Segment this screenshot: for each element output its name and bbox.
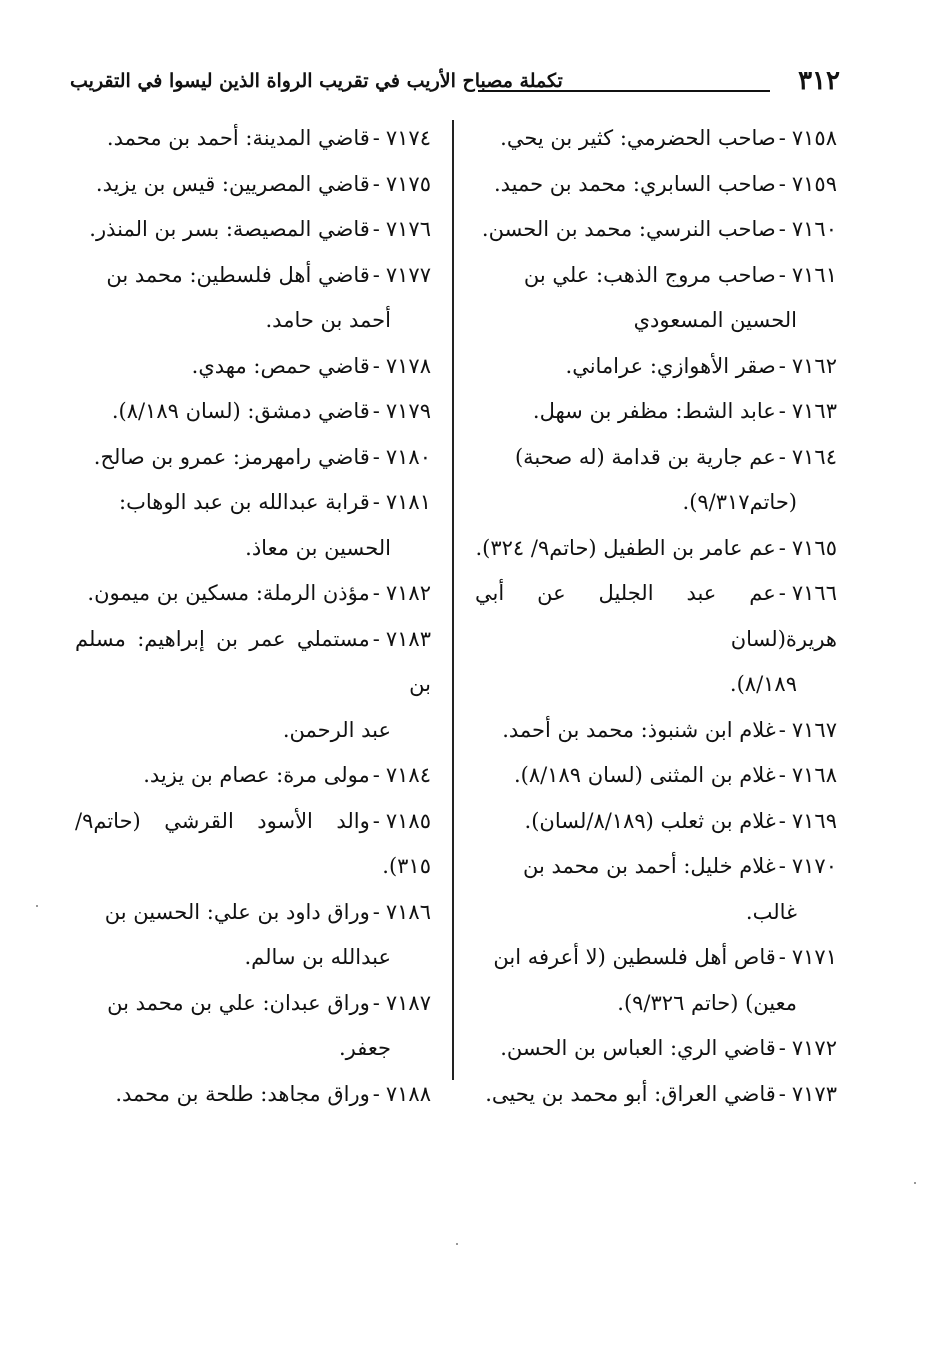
entry-dash: - bbox=[778, 1081, 786, 1106]
entry bbox=[475, 753, 837, 799]
entry-text: وراق مجاهد: طلحة بن محمد. bbox=[115, 1081, 370, 1106]
entry bbox=[75, 162, 431, 208]
entry bbox=[475, 1026, 837, 1072]
entry-dash: - bbox=[372, 626, 380, 651]
page-header bbox=[70, 66, 840, 106]
entry bbox=[475, 799, 837, 845]
entry-text: غلام بن ثعلب (٨/١٨٩/لسان). bbox=[524, 808, 776, 833]
entry bbox=[75, 253, 431, 344]
entry-number: ٧١٦٤ bbox=[791, 444, 837, 469]
entry-dash: - bbox=[778, 808, 786, 833]
entry bbox=[75, 116, 431, 162]
entry-number: ٧١٧٩ bbox=[385, 399, 431, 423]
entry-dash: - bbox=[372, 217, 380, 241]
entry-number: ٧١٧٤ bbox=[385, 126, 431, 150]
entry-dash: - bbox=[778, 1036, 786, 1060]
entry-text: قاضي المدينة: أحمد بن محمد. bbox=[106, 126, 370, 150]
entry-text: قاضي رامهرمز: عمرو بن صالح. bbox=[93, 444, 370, 469]
right-column bbox=[475, 116, 837, 1117]
entry-dash: - bbox=[372, 171, 380, 196]
entry-text: قاص أهل فلسطين (لا أعرفه ابن bbox=[493, 945, 776, 969]
entry bbox=[75, 571, 431, 617]
entry-text: قاضي حمص: مهدي. bbox=[191, 353, 370, 378]
entry-continuation: الحسين بن معاذ. bbox=[245, 535, 391, 560]
entry-text: قاضي المصيصة: بسر بن المنذر. bbox=[89, 217, 370, 241]
entry-dash: - bbox=[372, 990, 380, 1015]
entry bbox=[475, 116, 837, 162]
column-divider bbox=[452, 120, 454, 1080]
entry-dash: - bbox=[372, 808, 380, 833]
entry-number: ٧١٦٩ bbox=[791, 808, 837, 833]
entry-number: ٧١٧٠ bbox=[791, 854, 837, 878]
entry-dash: - bbox=[778, 262, 786, 287]
entry-dash: - bbox=[372, 444, 380, 469]
entry-dash: - bbox=[778, 126, 786, 150]
entry-text: قاضي العراق: أبو محمد بن يحيى. bbox=[485, 1081, 776, 1106]
entry-dash: - bbox=[372, 399, 380, 423]
entry-number: ٧١٧٢ bbox=[791, 1036, 837, 1060]
entry-dash: - bbox=[778, 581, 786, 605]
entry-continuation: غالب. bbox=[745, 899, 797, 924]
entry bbox=[475, 253, 837, 344]
entry bbox=[75, 389, 431, 435]
entry-text: غلام ابن شنبوذ: محمد بن أحمد. bbox=[502, 717, 776, 742]
entry-number: ٧١٨٢ bbox=[385, 581, 431, 605]
entry-number: ٧١٦٢ bbox=[791, 353, 837, 378]
entry-continuation: جعفر. bbox=[339, 1036, 391, 1060]
entry-dash: - bbox=[372, 1081, 380, 1106]
entry-number: ٧١٧٣ bbox=[791, 1081, 837, 1106]
entry-number: ٧١٨١ bbox=[385, 490, 431, 514]
entry bbox=[475, 708, 837, 754]
entry-text: مؤذن الرملة: مسكين بن ميمون. bbox=[87, 581, 370, 605]
entry-text: مولى مرة: عصام بن يزيد. bbox=[143, 763, 370, 787]
entry bbox=[475, 207, 837, 253]
entry bbox=[75, 344, 431, 390]
entry-continuation: أحمد بن حامد. bbox=[265, 308, 391, 332]
entry-number: ٧١٧٧ bbox=[385, 262, 431, 287]
entry bbox=[75, 435, 431, 481]
entry-text: صاحب السابري: محمد بن حميد. bbox=[493, 171, 776, 196]
entry-number: ٧١٥٩ bbox=[791, 171, 837, 196]
entry-number: ٧١٨٦ bbox=[385, 899, 431, 924]
entry-text: وراق عبدان: علي بن محمد بن bbox=[107, 990, 370, 1015]
entry-text: قاضي أهل فلسطين: محمد بن bbox=[106, 262, 370, 287]
entry-dash: - bbox=[778, 353, 786, 378]
entry-dash: - bbox=[778, 945, 786, 969]
entry-dash: - bbox=[372, 126, 380, 150]
entry bbox=[75, 480, 431, 571]
entry-continuation: (حاتم٩/٣١٧). bbox=[682, 490, 797, 514]
entry-number: ٧١٧٥ bbox=[385, 171, 431, 196]
entry-dash: - bbox=[778, 717, 786, 742]
entry-text: عم عامر بن الطفيل (حاتم٩/ ٣٢٤). bbox=[475, 535, 776, 560]
entry-number: ٧١٦٣ bbox=[791, 399, 837, 423]
entry bbox=[475, 526, 837, 572]
entry-dash: - bbox=[778, 444, 786, 469]
entry bbox=[475, 935, 837, 1026]
entry-continuation: ٨/١٨٩). bbox=[729, 672, 797, 696]
entry-text: غلام خليل: أحمد بن محمد بن bbox=[523, 854, 776, 878]
entry-dash: - bbox=[778, 763, 786, 787]
entry-text: غلام بن المثنى (لسان ٨/١٨٩). bbox=[513, 763, 776, 787]
entry-number: ٧١٧١ bbox=[791, 945, 837, 969]
entry-text: عابد الشط: مظفر بن سهل. bbox=[532, 399, 776, 423]
entry-number: ٧١٨٣ bbox=[385, 626, 431, 651]
entry-number: ٧١٨٠ bbox=[385, 444, 431, 469]
entry-text: صاحب النرسي: محمد بن الحسن. bbox=[481, 217, 776, 241]
entry bbox=[75, 981, 431, 1072]
entry-dash: - bbox=[372, 581, 380, 605]
entry-dash: - bbox=[778, 217, 786, 241]
entry-dash: - bbox=[372, 899, 380, 924]
entry-text: مستملي عمر بن إبراهيم: مسلم بن bbox=[75, 626, 431, 696]
entry-number: ٧١٨٧ bbox=[385, 990, 431, 1015]
entry-dash: - bbox=[372, 763, 380, 787]
entry-text: عم عبد الجليل عن أبي هريرة(لسان bbox=[475, 581, 837, 651]
entry bbox=[75, 753, 431, 799]
entry-number: ٧١٧٨ bbox=[385, 353, 431, 378]
entry-number: ٧١٦٨ bbox=[791, 763, 837, 787]
entry bbox=[75, 617, 431, 754]
entry-dash: - bbox=[778, 399, 786, 423]
left-column bbox=[75, 116, 431, 1117]
entry-text: صاحب مروج الذهب: علي بن bbox=[523, 262, 776, 287]
entry bbox=[475, 844, 837, 935]
entry-dash: - bbox=[372, 353, 380, 378]
entry bbox=[75, 1072, 431, 1118]
entry bbox=[475, 344, 837, 390]
entry-continuation: معين) (حاتم ٩/٣٢٦). bbox=[617, 990, 797, 1015]
entry-text: والد الأسود القرشي (حاتم٩/ ٣١٥). bbox=[75, 808, 431, 878]
entry-number: ٧١٥٨ bbox=[791, 126, 837, 150]
entry-continuation: عبدالله بن سالم. bbox=[244, 945, 391, 969]
entry-number: ٧١٦٧ bbox=[791, 717, 837, 742]
entry-text: وراق داود بن علي: الحسين بن bbox=[104, 899, 370, 924]
entry bbox=[475, 389, 837, 435]
entry-text: قاضي دمشق: (لسان ٨/١٨٩). bbox=[111, 399, 370, 423]
entry bbox=[475, 435, 837, 526]
entry-text: قرابة عبدالله بن عبد الوهاب: bbox=[119, 490, 370, 514]
entry-number: ٧١٧٦ bbox=[385, 217, 431, 241]
entry-number: ٧١٨٥ bbox=[385, 808, 431, 833]
entry-dash: - bbox=[372, 490, 380, 514]
entry-dash: - bbox=[372, 262, 380, 287]
scan-speck bbox=[914, 1182, 916, 1184]
entry-dash: - bbox=[778, 854, 786, 878]
entry-number: ٧١٨٤ bbox=[385, 763, 431, 787]
entry bbox=[75, 207, 431, 253]
entry bbox=[475, 571, 837, 708]
page-number: ٣١٢ bbox=[798, 66, 840, 96]
entry-number: ٧١٦٦ bbox=[791, 581, 837, 605]
running-title: تكملة مصباح الأريب في تقريب الرواة الذين ليسوا في التقريب bbox=[70, 70, 563, 92]
entry-number: ٧١٦٠ bbox=[791, 217, 837, 241]
entry-number: ٧١٨٨ bbox=[385, 1081, 431, 1106]
entry-continuation: الحسين المسعودي bbox=[633, 308, 797, 332]
scan-speck bbox=[36, 905, 38, 907]
entry bbox=[75, 890, 431, 981]
scan-speck bbox=[456, 1243, 458, 1245]
entry-text: قاضي المصريين: قيس بن يزيد. bbox=[95, 171, 370, 196]
entry-text: صاحب الحضرمي: كثير بن يحي. bbox=[500, 126, 776, 150]
entry-dash: - bbox=[778, 171, 786, 196]
entry-text: قاضي الري: العباس بن الحسن. bbox=[500, 1036, 776, 1060]
entry-text: صقر الأهوازي: عراماني. bbox=[565, 353, 776, 378]
entry-text: عم جارية بن قدامة (له صحبة) bbox=[514, 444, 776, 469]
entry bbox=[475, 162, 837, 208]
entry-dash: - bbox=[778, 535, 786, 560]
entry bbox=[75, 799, 431, 890]
entry-continuation: عبد الرحمن. bbox=[282, 717, 391, 742]
entry-number: ٧١٦٥ bbox=[791, 535, 837, 560]
entry-number: ٧١٦١ bbox=[791, 262, 837, 287]
entry bbox=[475, 1072, 837, 1118]
